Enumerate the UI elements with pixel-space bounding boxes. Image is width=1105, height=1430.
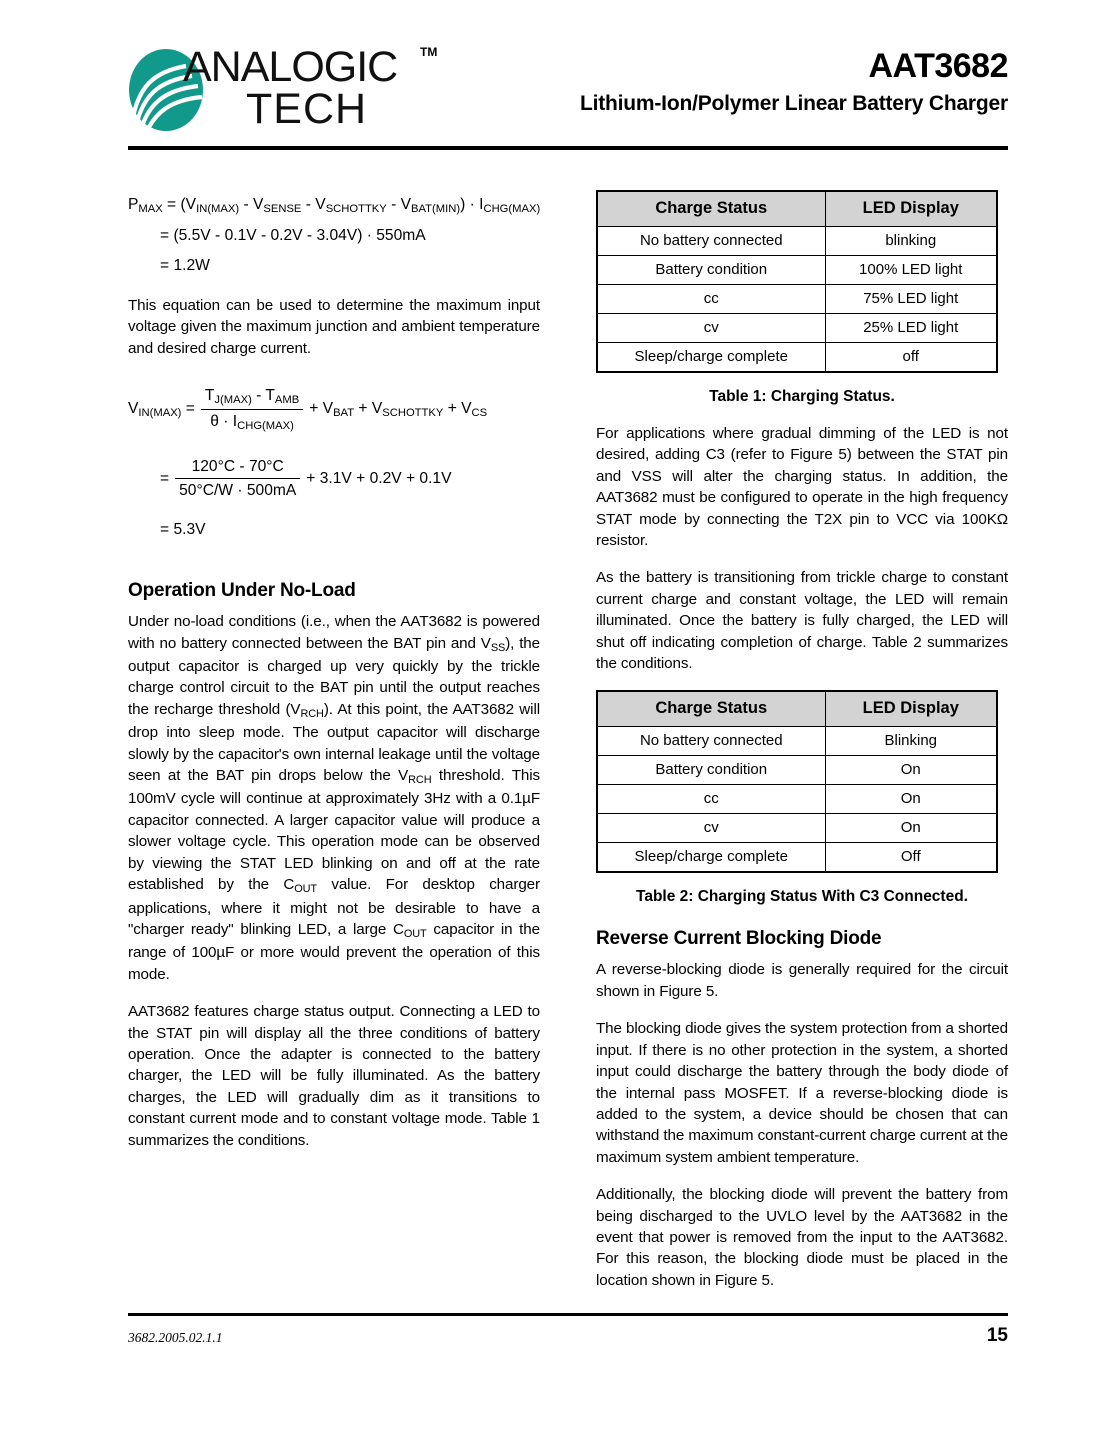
table1-r4-led: off: [825, 343, 997, 373]
table1-header-led-display: LED Display: [825, 191, 997, 227]
table1-r2-status: cc: [597, 285, 825, 314]
heading-operation-under-no-load: Operation Under No-Load: [128, 580, 356, 602]
equation-vinmax-fraction2: [175, 456, 300, 501]
table1-header-charge-status: Charge Status: [597, 191, 825, 227]
header-divider: [128, 146, 1008, 150]
table1-r2-led: 75% LED light: [825, 285, 997, 314]
table1-r1-status: Battery condition: [597, 256, 825, 285]
table1-r0-status: No battery connected: [597, 227, 825, 256]
table2-r4-status: Sleep/charge complete: [597, 843, 825, 873]
footer-divider: [128, 1313, 1008, 1316]
table2-r4-led: Off: [825, 843, 997, 873]
para-diode-uvlo: Additionally, the blocking diode will prevent the battery from being discharged to the UVLO level by the AAT3682 in the event that power is removed from the input to the AAT3682. For this reason, the blocking diode must be placed in the location shown in Figure 5.: [596, 1186, 1008, 1289]
page-header: [128, 42, 1008, 142]
heading-reverse-current-blocking-diode: Reverse Current Blocking Diode: [596, 928, 882, 950]
equation-vinmax: [128, 385, 540, 545]
equation-pmax-line2: = (5.5V - 0.1V - 0.2V - 3.04V) · 550mA: [160, 227, 426, 244]
subscript-cout-2: OUT: [403, 927, 427, 940]
document-title-block: [388, 46, 1008, 118]
para-noload-seg-a: Under no-load conditions (i.e., when the AAT3682 is powered with no battery connected between the BAT pin and V: [128, 613, 540, 652]
table-row: [597, 785, 997, 814]
table1-r0-led: blinking: [825, 227, 997, 256]
para-no-load-operation: [128, 611, 540, 985]
table2-r1-status: Battery condition: [597, 756, 825, 785]
fraction2-numerator: 120°C - 70°C: [175, 456, 300, 479]
para-diode-intro: A reverse-blocking diode is generally required for the circuit shown in Figure 5.: [596, 961, 1008, 1000]
part-subtitle: Lithium-Ion/Polymer Linear Battery Charger: [579, 92, 1008, 115]
table-row: [597, 285, 997, 314]
para-noload-seg-f: capacitor in the range of 100µF or more would prevent the operation of this mode.: [128, 920, 540, 983]
table2-r1-led: On: [825, 756, 997, 785]
para-noload-seg-e: value. For desktop charger applications, where it might not be desirable to have a "charger ready" blinking LED, a large C: [128, 876, 540, 938]
table-row: [597, 727, 997, 756]
equation-vinmax-fraction1: $\frac{T_{J(MAX)} - T_{AMB}}{\theta \cdot I_{CHG(MAX)}}$: [201, 385, 303, 434]
table2-header-charge-status: Charge Status: [597, 691, 825, 727]
table1-caption: Table 1: Charging Status.: [709, 388, 895, 405]
para-equation-note: This equation can be used to determine the maximum input voltage given the maximum junction and ambient temperature and desired charge current.: [128, 297, 540, 357]
equation-pmax: [128, 190, 540, 281]
part-number: AAT3682: [868, 47, 1008, 85]
subscript-vss: SS: [490, 641, 506, 654]
table1-r3-led: 25% LED light: [825, 314, 997, 343]
table-row: [597, 227, 997, 256]
para-noload-seg-b: ), the output capacitor is charged up very quickly by the trickle charge control circuit to the BAT pin until the output reaches the recharge threshold (V: [128, 634, 541, 718]
table-row: [597, 843, 997, 873]
trademark-icon: TM: [420, 45, 438, 59]
equation-vinmax-line1: $V_{IN(MAX)}$ = $\frac{T_{J(MAX)} - T_{AMB}}{\theta \cdot I_{CHG(MAX)}}$ + $V_{BAT} + V_{SCHOTTKY} + V_{CS}$: [128, 387, 488, 433]
para-diode-protection: The blocking diode gives the system protection from a shorted input. If there is no other protection in the system, a shorted input could discharge the battery through the body diode of the internal pass MOSFET. If a reverse-blocking diode is added to the system, a device should be chosen that can withstand the maximum constant-current charge current at the maximum system ambient temperature.: [596, 1020, 1008, 1166]
table-header-row: [597, 691, 997, 727]
table2-r2-status: cc: [597, 785, 825, 814]
logo-text-analogic: ANALOGIC: [183, 43, 398, 91]
footer-page-number: 15: [986, 1325, 1008, 1346]
table-row: [597, 756, 997, 785]
document-page: [128, 0, 1008, 1430]
table-row: [597, 814, 997, 843]
table-header-row: [597, 191, 997, 227]
table2-header-led-display: LED Display: [825, 691, 997, 727]
table2-r0-status: No battery connected: [597, 727, 825, 756]
left-column: [128, 190, 540, 1167]
table1-r3-status: cv: [597, 314, 825, 343]
fraction2-denominator: 50°C/W · 500mA: [179, 482, 297, 500]
equation-vinmax-tail2: + 3.1V + 0.2V + 0.1V: [306, 469, 452, 487]
table-charging-status: [596, 190, 998, 373]
para-charge-status-output: AAT3682 features charge status output. Connecting a LED to the STAT pin will display all the three conditions of battery operation. Once the adapter is connected to the battery charger, the LED will be fully illuminated. As the battery charges, the LED will gradually dim as it transitions to constant current mode and to constant voltage mode. Table 1 summarizes the conditions.: [128, 1003, 540, 1149]
table2-r0-led: Blinking: [825, 727, 997, 756]
table1-r4-status: Sleep/charge complete: [597, 343, 825, 373]
equation-pmax-line1: $P_{MAX} = (V_{IN(MAX)} - V_{SENSE} - V_{SCHOTTKY} - V_{BAT(MIN)}) \cdot I_{CHG(MAX)}$: [128, 196, 541, 216]
table2-r3-led: On: [825, 814, 997, 843]
table-charging-status-c3: [596, 690, 998, 873]
para-charge-transition: As the battery is transitioning from trickle charge to constant current charge and constant voltage, the LED will remain illuminated. Once the battery is fully charged, the LED will shut off indicating completion of charge. Table 2 summarizes the conditions.: [596, 569, 1008, 673]
subscript-vrch-1: RCH: [300, 707, 324, 720]
para-noload-seg-d: threshold. This 100mV cycle will continue at approximately 3Hz with a 0.1µF capacitor connected. A larger capacitor value will produce a slower voltage cycle. This operation mode can be observed by viewing the STAT LED blinking on and off at the rate established by the C: [128, 767, 540, 894]
table2-caption: Table 2: Charging Status With C3 Connected.: [636, 888, 968, 906]
table1-r1-led: 100% LED light: [825, 256, 997, 285]
para-c3-configuration: For applications where gradual dimming of the LED is not desired, adding C3 (refer to Figure 5) between the STAT pin and VSS will alter the charging status. In addition, the AAT3682 must be configured to operate in the high frequency STAT mode by connecting the T2X pin to VCC via 100KΩ resistor.: [596, 425, 1008, 550]
table-row: [597, 256, 997, 285]
table-row: [597, 314, 997, 343]
para-noload-seg-c: ). At this point, the AAT3682 will drop into sleep mode. The output capacitor will discharge slowly by the capacitor's own internal leakage until the voltage seen at the BAT pin drops below the V: [128, 700, 540, 785]
right-column: [596, 190, 1008, 1307]
table-row: [597, 343, 997, 373]
equation-pmax-line3: = 1.2W: [160, 257, 210, 274]
page-footer: [128, 1325, 1008, 1355]
table2-r2-led: On: [825, 785, 997, 814]
table2-r3-status: cv: [597, 814, 825, 843]
footer-document-number: 3682.2005.02.1.1: [128, 1330, 223, 1345]
subscript-vrch-2: RCH: [408, 774, 432, 787]
equation-vinmax-result: = 5.3V: [160, 521, 206, 539]
logo-text-tech: TECH: [246, 85, 368, 133]
equation-vinmax-line2: = $\frac{120^\circ C - 70^\circ C}{50^\circ C/W \cdot 500mA}$ + 3.1V + 0.2V + 0.1V: [160, 458, 452, 500]
subscript-cout-1: OUT: [294, 883, 318, 896]
